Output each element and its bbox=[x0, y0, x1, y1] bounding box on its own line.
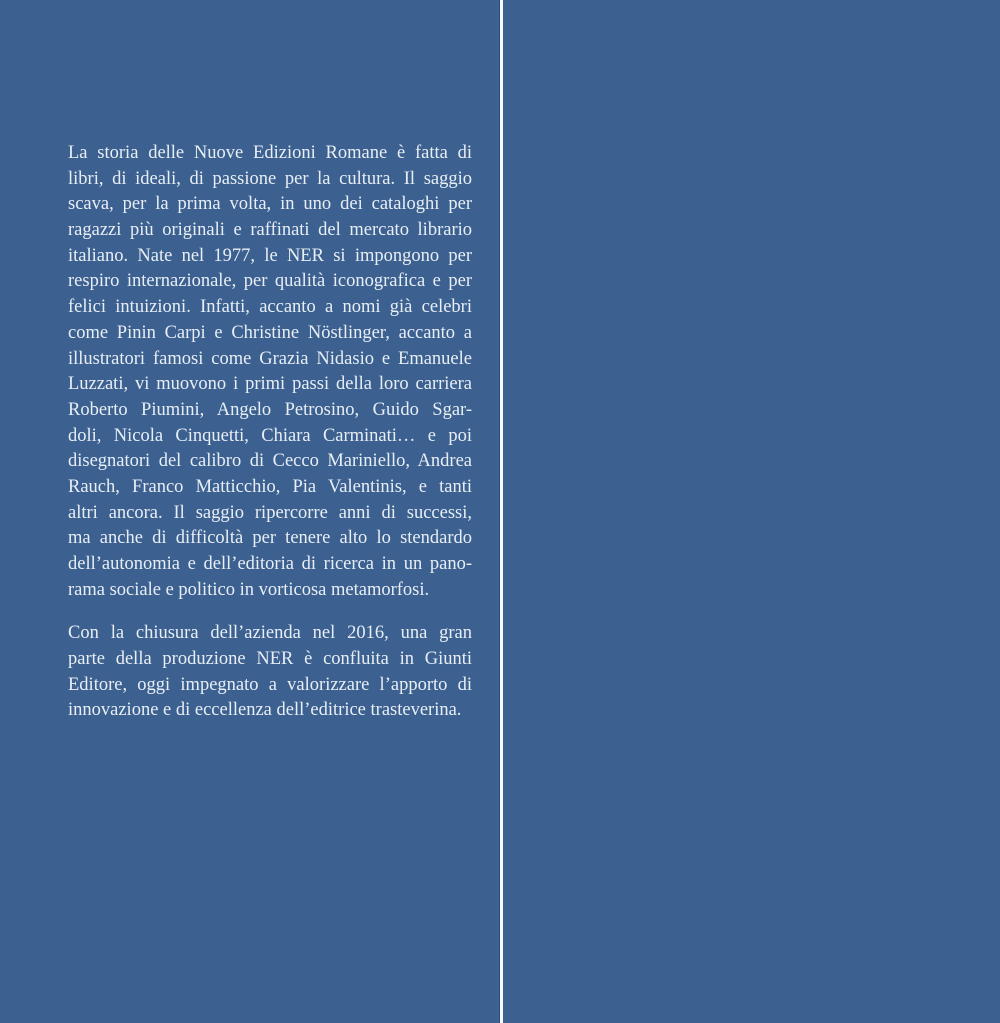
text-line: felici intuizioni. Infatti, accanto a nomi già celebri bbox=[68, 297, 472, 318]
text-line: innovazione e di eccellenza dell’editrice trasteverina. bbox=[68, 700, 462, 721]
text-line: italiano. Nate nel 1977, le NER si impongono per bbox=[68, 245, 472, 266]
text-line: altri ancora. Il saggio ripercorre anni di successi, bbox=[68, 502, 472, 523]
text-line: come Pinin Carpi e Christine Nöstlinger, accanto a bbox=[68, 322, 472, 343]
publisher-description bbox=[68, 141, 472, 724]
text-line: rama sociale e politico in vorticosa metamorfosi. bbox=[68, 579, 430, 600]
publisher-description-paragraph-1 bbox=[68, 141, 472, 603]
text-line: disegnatori del calibro di Cecco Mariniello, Andrea bbox=[68, 451, 472, 472]
text-line: illustratori famosi come Grazia Nidasio e Emanuele bbox=[68, 348, 472, 369]
flap-fold-divider bbox=[500, 0, 503, 1023]
text-line: doli, Nicola Cinquetti, Chiara Carminati… e poi bbox=[68, 425, 472, 446]
right-flap-panel bbox=[503, 0, 1000, 1023]
text-line: Con la chiusura dell’azienda nel 2016, una gran bbox=[68, 623, 472, 644]
text-line: Roberto Piumini, Angelo Petrosino, Guido Sgar- bbox=[68, 399, 472, 420]
publisher-description-paragraph-2 bbox=[68, 621, 472, 724]
text-line: Editore, oggi impegnato a valorizzare l’apporto di bbox=[68, 674, 472, 695]
text-line: Rauch, Franco Matticchio, Pia Valentinis, e tanti bbox=[68, 476, 472, 497]
text-line: scava, per la prima volta, in uno dei cataloghi per bbox=[68, 194, 472, 215]
text-line: parte della produzione NER è confluita in Giunti bbox=[68, 649, 472, 670]
text-line: La storia delle Nuove Edizioni Romane è fatta di bbox=[68, 143, 472, 163]
text-line: dell’autonomia e dell’editoria di ricerca in un pano- bbox=[68, 554, 472, 574]
text-line: Luzzati, vi muovono i primi passi della loro carriera bbox=[68, 374, 472, 395]
text-line: ragazzi più originali e raffinati del mercato librario bbox=[68, 220, 472, 241]
text-line: respiro internazionale, per qualità iconografica e per bbox=[68, 271, 472, 292]
text-line: libri, di ideali, di passione per la cultura. Il saggio bbox=[68, 168, 472, 189]
text-line: ma anche di difficoltà per tenere alto lo stendardo bbox=[68, 528, 472, 549]
